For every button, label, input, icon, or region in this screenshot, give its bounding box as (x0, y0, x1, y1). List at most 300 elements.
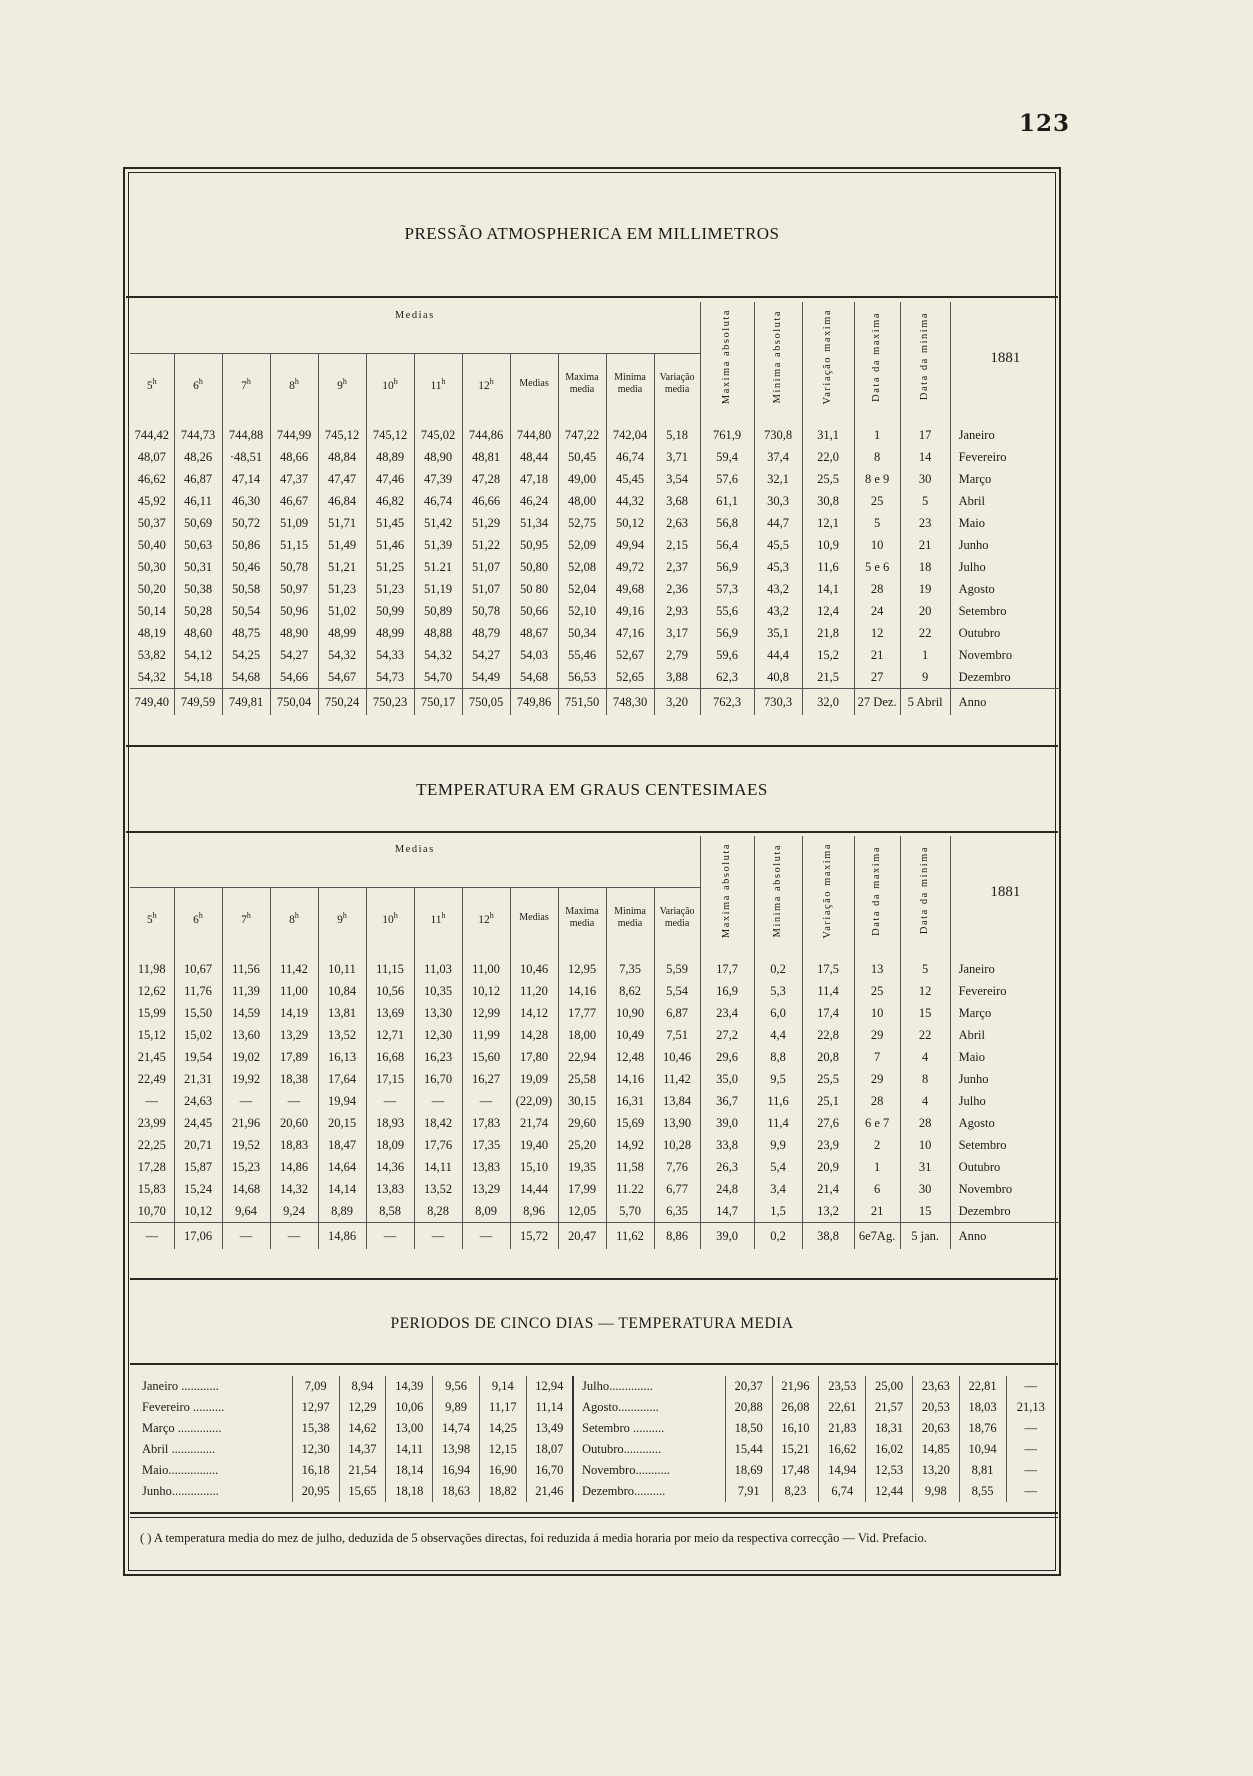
value-cell: 25,1 (802, 1090, 854, 1112)
value-cell: 50,69 (174, 512, 222, 534)
table-row (130, 1002, 1060, 1024)
value-cell: 54,03 (510, 644, 558, 666)
value-cell: 9,56 (433, 1376, 480, 1397)
value-cell: 20,53 (912, 1397, 959, 1418)
annual-cell: 750,17 (414, 689, 462, 716)
value-cell: 44,4 (754, 644, 802, 666)
value-cell: 10 (854, 1002, 900, 1024)
value-cell: 19,92 (222, 1068, 270, 1090)
value-cell: 19,40 (510, 1134, 558, 1156)
value-cell: 46,67 (270, 490, 318, 512)
value-cell: 10 (900, 1134, 950, 1156)
value-cell: 18,82 (479, 1481, 526, 1502)
value-cell: 29,60 (558, 1112, 606, 1134)
table-row (130, 578, 1060, 600)
value-cell: 9,64 (222, 1200, 270, 1223)
value-cell: 50,45 (558, 446, 606, 468)
value-cell: 10,67 (174, 958, 222, 980)
month-label: Novembro........... (573, 1460, 725, 1481)
value-cell: 15,21 (772, 1439, 819, 1460)
value-cell: 10,12 (462, 980, 510, 1002)
value-cell: 48,67 (510, 622, 558, 644)
value-cell: 52,75 (558, 512, 606, 534)
vhead-maxima-absoluta: Maxima absoluta (700, 836, 754, 948)
value-cell: 11,6 (754, 1090, 802, 1112)
value-cell: 16,94 (433, 1460, 480, 1481)
value-cell: 745,02 (414, 424, 462, 446)
value-cell: 18,63 (433, 1481, 480, 1502)
value-cell: 17,48 (772, 1460, 819, 1481)
table-row (130, 980, 1060, 1002)
value-cell: 10,84 (318, 980, 366, 1002)
value-cell: 2,36 (654, 578, 700, 600)
value-cell: 17 (900, 424, 950, 446)
value-cell: 54,25 (222, 644, 270, 666)
hour-header: 7$^h$ (222, 354, 270, 414)
month-cell: Março (950, 468, 1060, 490)
value-cell: 21 (854, 1200, 900, 1223)
value-cell: 17,7 (700, 958, 754, 980)
annual-cell: 0,2 (754, 1223, 802, 1250)
annual-cell: 751,50 (558, 689, 606, 716)
value-cell: 46,84 (318, 490, 366, 512)
value-cell: 1,5 (754, 1200, 802, 1223)
value-cell: 16,27 (462, 1068, 510, 1090)
value-cell: 25,20 (558, 1134, 606, 1156)
value-cell: 14,1 (802, 578, 854, 600)
value-cell: 18,09 (366, 1134, 414, 1156)
value-cell: 51,39 (414, 534, 462, 556)
month-cell: Abril (950, 490, 1060, 512)
value-cell: 47,47 (318, 468, 366, 490)
table-row (130, 424, 1060, 446)
value-cell: 51,46 (366, 534, 414, 556)
value-cell: 14,59 (222, 1002, 270, 1024)
value-cell: 744,86 (462, 424, 510, 446)
value-cell: 9 (900, 666, 950, 689)
value-cell: 1 (854, 424, 900, 446)
annual-cell: 5 jan. (900, 1223, 950, 1250)
value-cell: 6,74 (819, 1481, 866, 1502)
annual-cell: 8,86 (654, 1223, 700, 1250)
value-cell: 27 (854, 666, 900, 689)
value-cell: 8,23 (772, 1481, 819, 1502)
month-label: Dezembro.......... (573, 1481, 725, 1502)
table-row (130, 1046, 1060, 1068)
stat-header: Minima media (606, 354, 654, 414)
value-cell: 14,86 (270, 1156, 318, 1178)
vhead-maxima-absoluta: Maxima absoluta (700, 302, 754, 414)
annual-cell: 5 Abril (900, 689, 950, 716)
value-cell: 27,6 (802, 1112, 854, 1134)
month-label: Outubro............ (573, 1439, 725, 1460)
month-cell: Setembro (950, 1134, 1060, 1156)
value-cell: 54,67 (318, 666, 366, 689)
period-row (140, 1397, 1055, 1418)
value-cell: — (1006, 1481, 1055, 1502)
value-cell: 21 (900, 534, 950, 556)
value-cell: 17,83 (462, 1112, 510, 1134)
periods-title: PERIODOS DE CINCO DIAS — TEMPERATURA MEDIA (390, 1315, 794, 1332)
month-cell: Outubro (950, 622, 1060, 644)
value-cell: 50,78 (462, 600, 510, 622)
table-row (130, 512, 1060, 534)
value-cell: 14,37 (339, 1439, 386, 1460)
value-cell: 16,70 (414, 1068, 462, 1090)
month-label: Abril .............. (142, 1442, 216, 1456)
value-cell: 56,8 (700, 512, 754, 534)
value-cell: 13,29 (462, 1178, 510, 1200)
footnote: ( ) A temperatura media do mez de julho, deduzida de 5 observações directas, foi reduzida á media horaria por meio da respectiva correcção — Vid. Prefacio. (140, 1531, 927, 1545)
value-cell: 20,95 (292, 1481, 339, 1502)
value-cell: 6,35 (654, 1200, 700, 1223)
annual-label: Anno (950, 1223, 1060, 1250)
value-cell: 50,54 (222, 600, 270, 622)
table-row (130, 490, 1060, 512)
value-cell: 27,2 (700, 1024, 754, 1046)
medias-header: Medias (130, 836, 700, 888)
value-cell: 11,14 (526, 1397, 573, 1418)
value-cell: 15,60 (462, 1046, 510, 1068)
month-cell: Agosto (950, 1112, 1060, 1134)
value-cell: 12,48 (606, 1046, 654, 1068)
value-cell: 15,44 (725, 1439, 772, 1460)
value-cell: 14,25 (479, 1418, 526, 1439)
period-row (140, 1439, 1055, 1460)
month-cell: Maio (950, 512, 1060, 534)
value-cell: 8,62 (606, 980, 654, 1002)
value-cell: 19,35 (558, 1156, 606, 1178)
table-row (130, 644, 1060, 666)
hour-header: 10$^h$ (366, 888, 414, 948)
value-cell: 25,5 (802, 468, 854, 490)
value-cell: 13,2 (802, 1200, 854, 1223)
value-cell: 18,14 (386, 1460, 433, 1481)
value-cell: 3,71 (654, 446, 700, 468)
value-cell: 9,9 (754, 1134, 802, 1156)
value-cell: 744,73 (174, 424, 222, 446)
month-cell: Janeiro (950, 424, 1060, 446)
value-cell: 12 (900, 980, 950, 1002)
value-cell: 14,11 (414, 1156, 462, 1178)
value-cell: 48,66 (270, 446, 318, 468)
value-cell: 16,9 (700, 980, 754, 1002)
value-cell: 61,1 (700, 490, 754, 512)
value-cell: 13,00 (386, 1418, 433, 1439)
value-cell: 21,96 (772, 1376, 819, 1397)
value-cell: 51.21 (414, 556, 462, 578)
value-cell: 761,9 (700, 424, 754, 446)
value-cell: — (145, 1093, 158, 1108)
value-cell: 5,70 (606, 1200, 654, 1223)
value-cell: 14,85 (912, 1439, 959, 1460)
value-cell: 21,45 (137, 1049, 166, 1064)
value-cell: 39,0 (700, 1112, 754, 1134)
value-cell: 745,12 (366, 424, 414, 446)
annual-row (130, 1223, 1060, 1250)
value-cell: 56,9 (700, 556, 754, 578)
value-cell: 51,25 (366, 556, 414, 578)
value-cell: 50,97 (270, 578, 318, 600)
value-cell: 54,66 (270, 666, 318, 689)
value-cell: 10,9 (802, 534, 854, 556)
value-cell: 12,97 (292, 1397, 339, 1418)
month-cell: Novembro (950, 1178, 1060, 1200)
value-cell: 35,0 (700, 1068, 754, 1090)
value-cell: 20,37 (725, 1376, 772, 1397)
value-cell: 11,00 (462, 958, 510, 980)
value-cell: 21,57 (866, 1397, 913, 1418)
stat-header: Maxima media (558, 888, 606, 948)
value-cell: 45,92 (137, 493, 166, 508)
vhead-data-minima: Data da minima (900, 302, 950, 414)
value-cell: 51,71 (318, 512, 366, 534)
value-cell: 8,81 (959, 1460, 1006, 1481)
value-cell: 14,64 (318, 1156, 366, 1178)
value-cell: 14,39 (386, 1376, 433, 1397)
value-cell: 8,58 (366, 1200, 414, 1223)
value-cell: 52,10 (558, 600, 606, 622)
value-cell: 16,18 (292, 1460, 339, 1481)
value-cell: 1 (900, 644, 950, 666)
value-cell: 22 (900, 622, 950, 644)
month-cell: Novembro (950, 644, 1060, 666)
value-cell: 51,42 (414, 512, 462, 534)
temperature-title: TEMPERATURA EM GRAUS CENTESIMAES (416, 780, 768, 799)
period-row (140, 1460, 1055, 1481)
value-cell: 32,1 (754, 468, 802, 490)
value-cell: 29 (854, 1024, 900, 1046)
value-cell: 10,94 (959, 1439, 1006, 1460)
value-cell: 54,12 (174, 644, 222, 666)
value-cell: 18,03 (959, 1397, 1006, 1418)
value-cell: 10,11 (318, 958, 366, 980)
value-cell: 51,22 (462, 534, 510, 556)
value-cell: 50,40 (137, 537, 166, 552)
value-cell: 18,18 (386, 1481, 433, 1502)
annual-cell: 750,24 (318, 689, 366, 716)
value-cell: 8 e 9 (854, 468, 900, 490)
value-cell: 59,4 (700, 446, 754, 468)
value-cell: 14,11 (386, 1439, 433, 1460)
value-cell: 18,47 (318, 1134, 366, 1156)
value-cell: — (414, 1090, 462, 1112)
value-cell: 2,93 (654, 600, 700, 622)
value-cell: 9,89 (433, 1397, 480, 1418)
value-cell: 16,23 (414, 1046, 462, 1068)
annual-label: Anno (950, 689, 1060, 716)
value-cell: 744,80 (510, 424, 558, 446)
value-cell: 16,90 (479, 1460, 526, 1481)
annual-cell: — (366, 1223, 414, 1250)
value-cell: 18,93 (366, 1112, 414, 1134)
value-cell: 48,99 (318, 622, 366, 644)
value-cell: 48,99 (366, 622, 414, 644)
value-cell: 13 (854, 958, 900, 980)
value-cell: 21 (854, 644, 900, 666)
value-cell: 15,69 (606, 1112, 654, 1134)
value-cell: 44,32 (606, 490, 654, 512)
stat-header: Medias (510, 354, 558, 414)
value-cell: 46,11 (174, 490, 222, 512)
value-cell: 15 (900, 1002, 950, 1024)
value-cell: 48,07 (137, 449, 166, 464)
value-cell: 0,2 (754, 958, 802, 980)
annual-cell: 38,8 (802, 1223, 854, 1250)
annual-cell: 14,86 (318, 1223, 366, 1250)
month-cell: Fevereiro (950, 980, 1060, 1002)
annual-cell: — (270, 1223, 318, 1250)
value-cell: 24,45 (174, 1112, 222, 1134)
temperature-table (130, 836, 1060, 1249)
value-cell: 17,28 (137, 1159, 166, 1174)
table-row (130, 600, 1060, 622)
value-cell: 23,4 (700, 1002, 754, 1024)
value-cell: 5,18 (654, 424, 700, 446)
value-cell: 51,29 (462, 512, 510, 534)
value-cell: 46,74 (414, 490, 462, 512)
value-cell: 15,10 (510, 1156, 558, 1178)
value-cell: 20,63 (912, 1418, 959, 1439)
value-cell: 20 (900, 600, 950, 622)
value-cell: 17,5 (802, 958, 854, 980)
value-cell: 11,00 (270, 980, 318, 1002)
value-cell: 29 (854, 1068, 900, 1090)
value-cell: 50,80 (510, 556, 558, 578)
value-cell: 13,81 (318, 1002, 366, 1024)
value-cell: 48,60 (174, 622, 222, 644)
value-cell: 21,83 (819, 1418, 866, 1439)
value-cell: 12,62 (137, 983, 166, 998)
value-cell: 30,8 (802, 490, 854, 512)
month-label: Junho............... (142, 1484, 219, 1498)
value-cell: 11,99 (462, 1024, 510, 1046)
table-row (130, 1024, 1060, 1046)
value-cell: 47,28 (462, 468, 510, 490)
value-cell: 51,49 (318, 534, 366, 556)
value-cell: 2,37 (654, 556, 700, 578)
value-cell: 8,28 (414, 1200, 462, 1223)
value-cell: 18,07 (526, 1439, 573, 1460)
value-cell: 10,12 (174, 1200, 222, 1223)
periods-table (140, 1376, 1055, 1502)
value-cell: 52,08 (558, 556, 606, 578)
value-cell: 43,2 (754, 600, 802, 622)
hour-header: 8$^h$ (270, 888, 318, 948)
value-cell: 30,15 (558, 1090, 606, 1112)
value-cell: 54,68 (510, 666, 558, 689)
value-cell: 31,1 (802, 424, 854, 446)
vhead-variacao-maxima: Variação maxima (802, 302, 854, 414)
value-cell: 33,8 (700, 1134, 754, 1156)
value-cell: 19,52 (222, 1134, 270, 1156)
month-cell: Janeiro (950, 958, 1060, 980)
value-cell: — (270, 1090, 318, 1112)
value-cell: 16,31 (606, 1090, 654, 1112)
value-cell: 12,53 (866, 1460, 913, 1481)
month-label: Fevereiro .......... (142, 1400, 225, 1414)
value-cell: 16,62 (819, 1439, 866, 1460)
value-cell: 14,19 (270, 1002, 318, 1024)
value-cell: 742,04 (606, 424, 654, 446)
value-cell: 25 (854, 980, 900, 1002)
value-cell: 50,31 (174, 556, 222, 578)
value-cell: 11,03 (414, 958, 462, 980)
value-cell: 22,61 (819, 1397, 866, 1418)
value-cell: 57,6 (700, 468, 754, 490)
value-cell: 48,89 (366, 446, 414, 468)
value-cell: 18,83 (270, 1134, 318, 1156)
value-cell: 49,68 (606, 578, 654, 600)
value-cell: 21,4 (802, 1178, 854, 1200)
divider (130, 1517, 1058, 1518)
divider (126, 296, 1058, 298)
table-row (130, 446, 1060, 468)
value-cell: 14,44 (510, 1178, 558, 1200)
value-cell: 3,68 (654, 490, 700, 512)
value-cell: 5,3 (754, 980, 802, 1002)
value-cell: 10,06 (386, 1397, 433, 1418)
value-cell: 12,95 (558, 958, 606, 980)
table-row (130, 622, 1060, 644)
value-cell: 4 (900, 1046, 950, 1068)
value-cell: (22,09) (510, 1090, 558, 1112)
value-cell: 12,29 (339, 1397, 386, 1418)
value-cell: 16,70 (526, 1460, 573, 1481)
value-cell: — (1006, 1376, 1055, 1397)
value-cell: 15,83 (137, 1181, 166, 1196)
divider (130, 1278, 1058, 1280)
value-cell: 56,9 (700, 622, 754, 644)
value-cell: 28 (854, 1090, 900, 1112)
value-cell: 21,8 (802, 622, 854, 644)
value-cell: 6 (854, 1178, 900, 1200)
value-cell: — (222, 1090, 270, 1112)
value-cell: 15,99 (137, 1005, 166, 1020)
hour-header: 6$^h$ (174, 888, 222, 948)
table-row (130, 1156, 1060, 1178)
annual-cell: 11,62 (606, 1223, 654, 1250)
value-cell: 50,99 (366, 600, 414, 622)
value-cell: 2,63 (654, 512, 700, 534)
month-label: Maio................ (142, 1463, 219, 1477)
value-cell: 52,09 (558, 534, 606, 556)
value-cell: 51,45 (366, 512, 414, 534)
value-cell: 17,99 (558, 1178, 606, 1200)
value-cell: 8,96 (510, 1200, 558, 1223)
value-cell: 24,63 (174, 1090, 222, 1112)
value-cell: 50,34 (558, 622, 606, 644)
value-cell: 3,4 (754, 1178, 802, 1200)
value-cell: 17,15 (366, 1068, 414, 1090)
value-cell: 11,76 (174, 980, 222, 1002)
value-cell: 5 (900, 490, 950, 512)
value-cell: 17,76 (414, 1134, 462, 1156)
month-cell: Dezembro (950, 1200, 1060, 1223)
stat-header: Variação media (654, 354, 700, 414)
value-cell: 26,08 (772, 1397, 819, 1418)
value-cell: 730,8 (754, 424, 802, 446)
value-cell: 21,54 (339, 1460, 386, 1481)
value-cell: 12,71 (366, 1024, 414, 1046)
value-cell: 14,62 (339, 1418, 386, 1439)
table-row (130, 1090, 1060, 1112)
value-cell: 54,68 (222, 666, 270, 689)
value-cell: 23,99 (137, 1115, 166, 1130)
value-cell: 20,15 (318, 1112, 366, 1134)
value-cell: 3,54 (654, 468, 700, 490)
value-cell: 17,77 (558, 1002, 606, 1024)
